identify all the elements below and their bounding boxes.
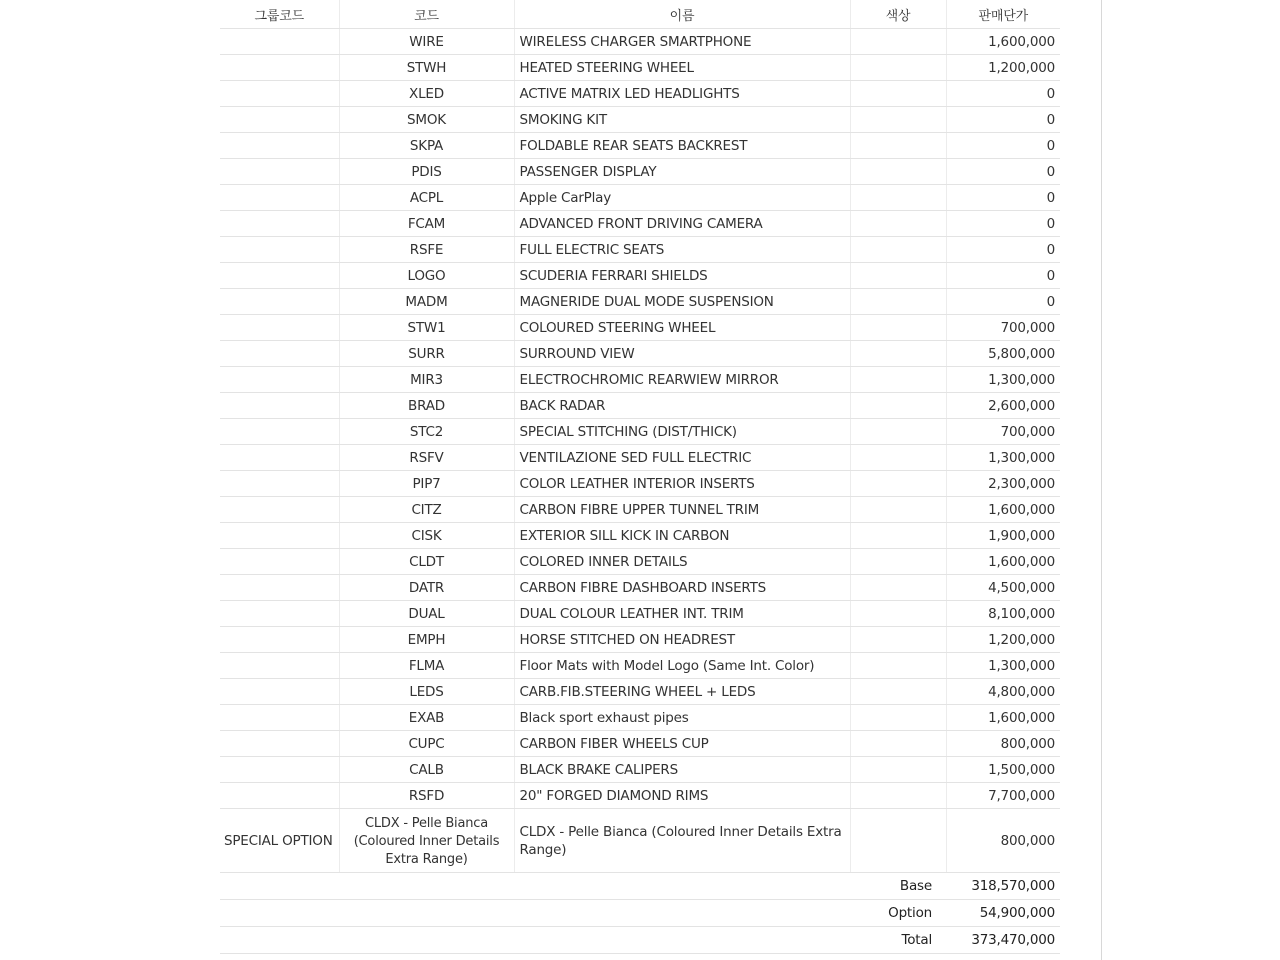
name-cell: SMOKING KIT	[514, 107, 850, 133]
color-cell	[850, 523, 946, 549]
price-cell: 0	[946, 185, 1060, 211]
price-cell: 700,000	[946, 315, 1060, 341]
price-cell: 0	[946, 237, 1060, 263]
group-cell	[220, 497, 339, 523]
summary-label: Option	[220, 900, 946, 927]
color-cell	[850, 185, 946, 211]
code-cell: CITZ	[339, 497, 514, 523]
code-cell: RSFV	[339, 445, 514, 471]
name-cell: CARBON FIBER WHEELS CUP	[514, 731, 850, 757]
price-cell: 800,000	[946, 731, 1060, 757]
name-cell: WIRELESS CHARGER SMARTPHONE	[514, 29, 850, 55]
group-cell	[220, 575, 339, 601]
name-cell: BACK RADAR	[514, 393, 850, 419]
price-cell: 1,300,000	[946, 653, 1060, 679]
color-cell	[850, 653, 946, 679]
code-cell: LOGO	[339, 263, 514, 289]
color-cell	[850, 263, 946, 289]
name-cell: ADVANCED FRONT DRIVING CAMERA	[514, 211, 850, 237]
group-cell	[220, 601, 339, 627]
name-cell: SCUDERIA FERRARI SHIELDS	[514, 263, 850, 289]
name-cell: PASSENGER DISPLAY	[514, 159, 850, 185]
color-cell	[850, 29, 946, 55]
price-cell: 4,500,000	[946, 575, 1060, 601]
group-cell	[220, 445, 339, 471]
table-row	[220, 81, 1060, 107]
table-row	[220, 705, 1060, 731]
price-cell: 1,500,000	[946, 757, 1060, 783]
name-cell: COLORED INNER DETAILS	[514, 549, 850, 575]
price-cell: 1,200,000	[946, 627, 1060, 653]
table-row	[220, 315, 1060, 341]
group-cell	[220, 653, 339, 679]
price-cell: 1,600,000	[946, 497, 1060, 523]
group-cell	[220, 471, 339, 497]
table-row	[220, 419, 1060, 445]
group-cell	[220, 341, 339, 367]
code-cell: FLMA	[339, 653, 514, 679]
price-cell: 1,600,000	[946, 29, 1060, 55]
code-cell: RSFD	[339, 783, 514, 809]
group-cell	[220, 315, 339, 341]
table-row	[220, 393, 1060, 419]
table-row	[220, 497, 1060, 523]
code-cell: LEDS	[339, 679, 514, 705]
name-cell: ELECTROCHROMIC REARWIEW MIRROR	[514, 367, 850, 393]
group-cell	[220, 731, 339, 757]
code-cell: SKPA	[339, 133, 514, 159]
table-row	[220, 185, 1060, 211]
table-row	[220, 263, 1060, 289]
color-cell	[850, 471, 946, 497]
price-cell: 0	[946, 211, 1060, 237]
summary-value: 318,570,000	[946, 873, 1060, 900]
price-cell: 2,600,000	[946, 393, 1060, 419]
table-row	[220, 211, 1060, 237]
table-row	[220, 159, 1060, 185]
color-cell	[850, 627, 946, 653]
name-cell: COLOR LEATHER INTERIOR INSERTS	[514, 471, 850, 497]
summary-value: 54,900,000	[946, 900, 1060, 927]
table-row	[220, 289, 1060, 315]
name-cell: ACTIVE MATRIX LED HEADLIGHTS	[514, 81, 850, 107]
price-cell: 4,800,000	[946, 679, 1060, 705]
table-row	[220, 523, 1060, 549]
price-cell: 0	[946, 159, 1060, 185]
code-cell: STWH	[339, 55, 514, 81]
color-cell	[850, 549, 946, 575]
table-row	[220, 627, 1060, 653]
table-row	[220, 341, 1060, 367]
price-cell: 0	[946, 107, 1060, 133]
summary-label: Base	[220, 873, 946, 900]
name-cell: CARB.FIB.STEERING WHEEL + LEDS	[514, 679, 850, 705]
group-cell	[220, 523, 339, 549]
code-cell: WIRE	[339, 29, 514, 55]
code-cell: MADM	[339, 289, 514, 315]
table-row	[220, 757, 1060, 783]
header-unit-price: 판매단가	[946, 0, 1060, 29]
code-cell: STW1	[339, 315, 514, 341]
group-cell	[220, 289, 339, 315]
code-cell: DUAL	[339, 601, 514, 627]
table-row	[220, 549, 1060, 575]
group-cell	[220, 757, 339, 783]
code-cell: CLDT	[339, 549, 514, 575]
table-row	[220, 237, 1060, 263]
group-cell	[220, 419, 339, 445]
name-cell: COLOURED STEERING WHEEL	[514, 315, 850, 341]
price-cell: 0	[946, 81, 1060, 107]
group-cell	[220, 159, 339, 185]
table-row	[220, 783, 1060, 809]
table-row	[220, 731, 1060, 757]
table-row	[220, 55, 1060, 81]
group-cell	[220, 211, 339, 237]
color-cell	[850, 341, 946, 367]
name-cell: Black sport exhaust pipes	[514, 705, 850, 731]
group-cell	[220, 237, 339, 263]
group-cell	[220, 185, 339, 211]
header-name: 이름	[514, 0, 850, 29]
group-cell	[220, 263, 339, 289]
group-cell	[220, 107, 339, 133]
code-cell: ACPL	[339, 185, 514, 211]
name-cell: VENTILAZIONE SED FULL ELECTRIC	[514, 445, 850, 471]
color-cell	[850, 757, 946, 783]
code-cell: MIR3	[339, 367, 514, 393]
color-cell	[850, 159, 946, 185]
color-cell	[850, 445, 946, 471]
name-cell: FOLDABLE REAR SEATS BACKREST	[514, 133, 850, 159]
color-cell	[850, 133, 946, 159]
price-cell: 1,200,000	[946, 55, 1060, 81]
table-row	[220, 29, 1060, 55]
name-cell: Apple CarPlay	[514, 185, 850, 211]
code-cell: SMOK	[339, 107, 514, 133]
code-cell: EMPH	[339, 627, 514, 653]
code-cell: EXAB	[339, 705, 514, 731]
price-cell: 0	[946, 133, 1060, 159]
color-cell	[850, 783, 946, 809]
name-cell: HEATED STEERING WHEEL	[514, 55, 850, 81]
code-cell: XLED	[339, 81, 514, 107]
group-cell	[220, 29, 339, 55]
name-cell: MAGNERIDE DUAL MODE SUSPENSION	[514, 289, 850, 315]
price-sheet	[220, 0, 1102, 960]
code-cell: CUPC	[339, 731, 514, 757]
table-row	[220, 107, 1060, 133]
group-cell	[220, 133, 339, 159]
color-cell	[850, 731, 946, 757]
table-row	[220, 445, 1060, 471]
header-color: 색상	[850, 0, 946, 29]
name-cell: SPECIAL STITCHING (DIST/THICK)	[514, 419, 850, 445]
color-cell	[850, 419, 946, 445]
name-cell: CARBON FIBRE UPPER TUNNEL TRIM	[514, 497, 850, 523]
price-cell: 1,600,000	[946, 705, 1060, 731]
name-cell: Floor Mats with Model Logo (Same Int. Color)	[514, 653, 850, 679]
group-cell	[220, 783, 339, 809]
price-cell: 2,300,000	[946, 471, 1060, 497]
price-cell: 1,300,000	[946, 367, 1060, 393]
special-group: SPECIAL OPTION	[220, 809, 339, 873]
special-option-row	[220, 809, 1060, 873]
color-cell	[850, 367, 946, 393]
options-table	[220, 0, 1060, 954]
price-cell: 1,900,000	[946, 523, 1060, 549]
code-cell: CALB	[339, 757, 514, 783]
color-cell	[850, 107, 946, 133]
price-cell: 7,700,000	[946, 783, 1060, 809]
name-cell: FULL ELECTRIC SEATS	[514, 237, 850, 263]
code-cell: BRAD	[339, 393, 514, 419]
header-group-code: 그룹코드	[220, 0, 339, 29]
color-cell	[850, 601, 946, 627]
table-row	[220, 367, 1060, 393]
summary-row-total	[220, 927, 1060, 954]
name-cell: 20" FORGED DIAMOND RIMS	[514, 783, 850, 809]
table-row	[220, 601, 1060, 627]
code-cell: PDIS	[339, 159, 514, 185]
header-code: 코드	[339, 0, 514, 29]
header-row	[220, 0, 1060, 29]
summary-label: Total	[220, 927, 946, 954]
table-row	[220, 653, 1060, 679]
code-cell: SURR	[339, 341, 514, 367]
summary-row-option	[220, 900, 1060, 927]
name-cell: CARBON FIBRE DASHBOARD INSERTS	[514, 575, 850, 601]
special-color	[850, 809, 946, 873]
color-cell	[850, 55, 946, 81]
group-cell	[220, 55, 339, 81]
color-cell	[850, 393, 946, 419]
price-cell: 0	[946, 263, 1060, 289]
color-cell	[850, 679, 946, 705]
price-cell: 1,300,000	[946, 445, 1060, 471]
group-cell	[220, 679, 339, 705]
price-cell: 0	[946, 289, 1060, 315]
price-cell: 700,000	[946, 419, 1060, 445]
name-cell: DUAL COLOUR LEATHER INT. TRIM	[514, 601, 850, 627]
summary-value: 373,470,000	[946, 927, 1060, 954]
group-cell	[220, 627, 339, 653]
table-row	[220, 471, 1060, 497]
special-price: 800,000	[946, 809, 1060, 873]
color-cell	[850, 705, 946, 731]
group-cell	[220, 81, 339, 107]
color-cell	[850, 81, 946, 107]
color-cell	[850, 575, 946, 601]
color-cell	[850, 289, 946, 315]
code-cell: FCAM	[339, 211, 514, 237]
code-cell: STC2	[339, 419, 514, 445]
name-cell: SURROUND VIEW	[514, 341, 850, 367]
color-cell	[850, 315, 946, 341]
color-cell	[850, 237, 946, 263]
group-cell	[220, 705, 339, 731]
name-cell: BLACK BRAKE CALIPERS	[514, 757, 850, 783]
table-row	[220, 575, 1060, 601]
price-cell: 5,800,000	[946, 341, 1060, 367]
summary-row-base	[220, 873, 1060, 900]
price-cell: 1,600,000	[946, 549, 1060, 575]
table-row	[220, 133, 1060, 159]
color-cell	[850, 211, 946, 237]
code-cell: PIP7	[339, 471, 514, 497]
code-cell: CISK	[339, 523, 514, 549]
items-body	[220, 29, 1060, 954]
group-cell	[220, 393, 339, 419]
code-cell: DATR	[339, 575, 514, 601]
color-cell	[850, 497, 946, 523]
price-cell: 8,100,000	[946, 601, 1060, 627]
special-name: CLDX - Pelle Bianca (Coloured Inner Details Extra Range)	[514, 809, 850, 873]
table-row	[220, 679, 1060, 705]
code-cell: RSFE	[339, 237, 514, 263]
group-cell	[220, 549, 339, 575]
name-cell: EXTERIOR SILL KICK IN CARBON	[514, 523, 850, 549]
name-cell: HORSE STITCHED ON HEADREST	[514, 627, 850, 653]
special-code: CLDX - Pelle Bianca (Coloured Inner Details Extra Range)	[339, 809, 514, 873]
group-cell	[220, 367, 339, 393]
